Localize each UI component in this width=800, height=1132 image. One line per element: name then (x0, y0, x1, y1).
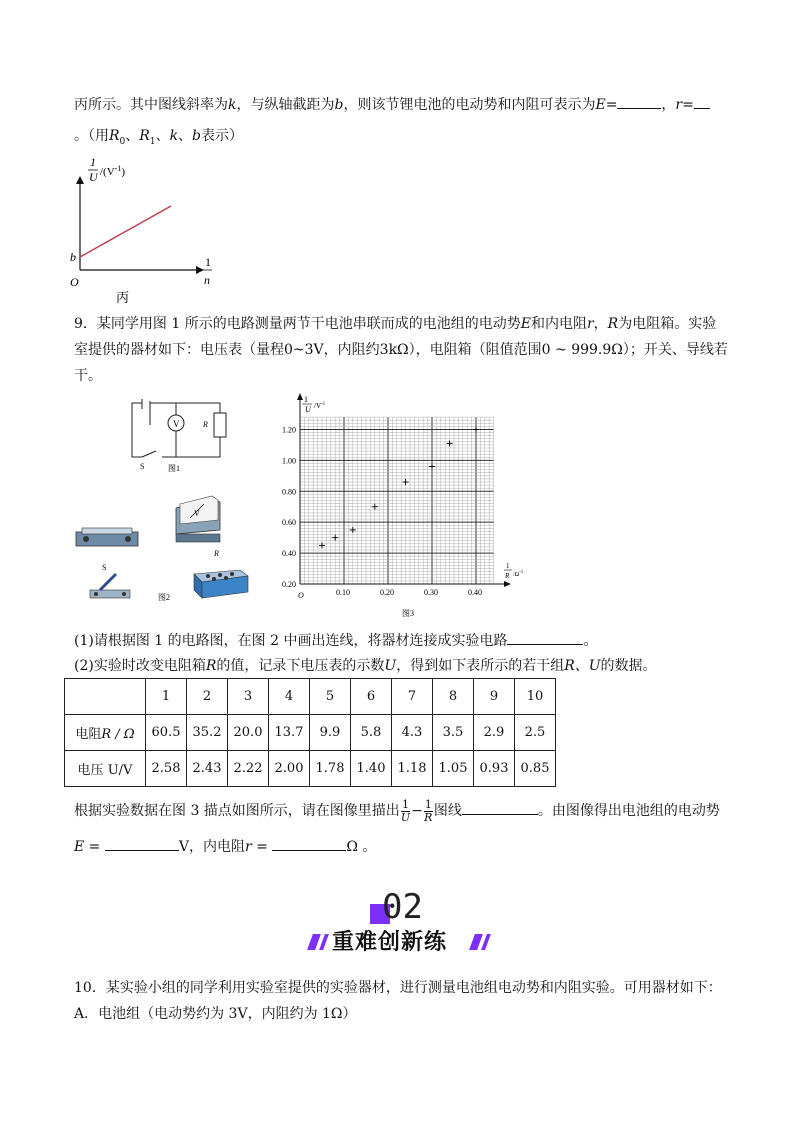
q10-text-line-2: A．电池组（电动势约为 3V，内阻约为 1Ω） (74, 1006, 357, 1022)
fig2-caption: 图2 (158, 593, 170, 602)
section-number: 02 (382, 887, 423, 927)
y-axis-arrow (76, 176, 84, 184)
chart-x-label-num: 1 (506, 562, 510, 570)
data-point (429, 464, 435, 470)
chart-y-label-den: U (305, 405, 311, 414)
chart-y-tick-label: 1.00 (282, 456, 296, 466)
table-header-cell (65, 679, 146, 715)
data-point (319, 542, 325, 548)
data-point (372, 504, 378, 510)
data-table (64, 678, 556, 787)
y-label-num: 1 (90, 155, 96, 169)
table-row-resistance (65, 715, 556, 751)
intercept-label: b (70, 250, 76, 264)
table-cell: 1.05 (433, 751, 474, 787)
answer-blank-graph[interactable] (462, 800, 538, 815)
resistance-box-image (194, 570, 248, 598)
table-header-cell: 7 (392, 679, 433, 715)
table-header-cell: 10 (515, 679, 556, 715)
row-label-voltage: 电压 U/V (65, 751, 146, 787)
table-cell: 2.22 (228, 751, 269, 787)
chart-x-arrow (504, 581, 511, 587)
svg-text:S: S (102, 563, 107, 572)
table-cell: 2.9 (474, 715, 515, 751)
graph-bing (66, 150, 226, 310)
table-cell: 1.78 (310, 751, 351, 787)
table-cell: 3.5 (433, 715, 474, 751)
origin-label: O (70, 275, 79, 289)
table-header-cell: 4 (269, 679, 310, 715)
x-label-den: n (204, 273, 210, 287)
table-cell: 35.2 (187, 715, 228, 751)
table-cell: 20.0 (228, 715, 269, 751)
fig1-caption: 图1 (168, 464, 180, 473)
chart-x-tick-label: 0.10 (336, 588, 350, 597)
chart-y-tick-label: 0.20 (282, 580, 296, 589)
chart-x-tick-label: 0.20 (380, 588, 394, 597)
svg-text:R: R (203, 420, 208, 429)
table-cell: 60.5 (146, 715, 187, 751)
table-row-voltage (65, 751, 556, 787)
table-header-cell: 5 (310, 679, 351, 715)
table-cell: 4.3 (392, 715, 433, 751)
figure-3-chart (270, 388, 530, 620)
svg-text:V: V (173, 419, 180, 429)
q8-text-line-2: 。（用$R_0$、$R_1$、k、b表示） (74, 128, 244, 147)
svg-text:R: R (214, 549, 219, 558)
chart-y-label-unit: $/V^{-1}$ (314, 402, 326, 410)
resistor-box-symbol (214, 413, 226, 437)
table-header-cell: 8 (433, 679, 474, 715)
x-label-num: 1 (205, 255, 211, 269)
table-cell: 5.8 (351, 715, 392, 751)
chart-caption: 图3 (402, 609, 414, 618)
data-point (350, 527, 356, 533)
figure-2-apparatus (72, 490, 252, 610)
table-cell: 9.9 (310, 715, 351, 751)
q9-text-line-2: 室提供的器材如下：电压表（量程0~3V，内阻约3kΩ），电阻箱（阻值范围0 ~ 999.9Ω）；开关、导线若 (74, 342, 728, 358)
y-label-den: U (89, 170, 98, 184)
figure-1-circuit (120, 395, 240, 475)
data-point (332, 535, 338, 541)
q9-after-text-2: E = V，内电阻r = Ω 。 (74, 836, 376, 857)
q9-text-line-3: 干。 (74, 368, 102, 384)
data-point (403, 479, 409, 485)
table-cell: 2.58 (146, 751, 187, 787)
table-header-cell: 6 (351, 679, 392, 715)
data-point (447, 440, 453, 446)
q9-after-text-1: 根据实验数据在图 3 描点如图所示，请在图像里描出 $\frac{1}{U}$ − $\frac{1}{R}$ 图线 。由图像得出电池组的电动势 (74, 797, 720, 824)
table-header-cell: 9 (474, 679, 515, 715)
section-title: 重难创新练 (332, 930, 448, 955)
table-header-cell: 3 (228, 679, 269, 715)
chart-x-tick-label: 0.30 (424, 588, 438, 597)
data-point (473, 426, 479, 432)
switch-image (90, 563, 130, 598)
q8-text-line-1: 丙所示。其中图线斜率为k，与纵轴截距为b，则该节锂电池的电动势和内阻可表示为E= ，r= (74, 94, 710, 115)
banner-stripe-left-2 (319, 934, 329, 950)
answer-blank-r[interactable] (694, 94, 710, 109)
chart-y-label-num: 1 (304, 395, 308, 404)
chart-y-tick-label: 0.80 (282, 487, 296, 497)
table-cell: 1.40 (351, 751, 392, 787)
banner-stripe-right-2 (481, 934, 491, 950)
row-label-resistance: 电阻R / Ω (65, 715, 146, 751)
graph-line (80, 206, 171, 257)
fraction-1-over-U: $\frac{1}{U}$ (400, 797, 411, 824)
chart-y-tick-label: 0.60 (282, 518, 296, 528)
answer-blank-emf[interactable] (105, 836, 179, 851)
table-header-cell: 1 (146, 679, 187, 715)
table-cell: 2.00 (269, 751, 310, 787)
table-header-cell: 2 (187, 679, 228, 715)
chart-y-tick-label: 1.20 (282, 425, 296, 435)
chart-x-label-den: R (505, 572, 510, 580)
chart-x-tick-label: 0.40 (468, 588, 482, 597)
q9-sub2: (2)实验时改变电阻箱R的值，记录下电压表的示数U，得到如下表所示的若干组R、U的数据。 (74, 658, 657, 674)
battery-holder-image (76, 528, 138, 546)
section-banner (300, 888, 500, 958)
fraction-1-over-R: $\frac{1}{R}$ (424, 797, 433, 824)
voltmeter-image (176, 496, 220, 542)
chart-y-arrow (297, 393, 303, 400)
table-cell: 13.7 (269, 715, 310, 751)
answer-blank-internal-resistance[interactable] (272, 836, 346, 851)
chart-x-label-unit: $/\Omega^{-1}$ (513, 570, 524, 578)
svg-text:V: V (194, 509, 200, 518)
chart-origin: O (298, 591, 304, 600)
graph-caption: 丙 (116, 290, 130, 305)
answer-blank-E[interactable] (617, 94, 661, 109)
y-label-unit: $/(V^{-1})$ (100, 164, 126, 178)
table-cell: 2.5 (515, 715, 556, 751)
table-cell: 1.18 (392, 751, 433, 787)
switch-blade (142, 451, 156, 457)
table-cell: 2.43 (187, 751, 228, 787)
q9-sub1: (1)请根据图 1 的电路图，在图 2 中画出连线，将器材连接成实验电路 。 (74, 630, 597, 651)
answer-blank-circuit[interactable] (507, 630, 583, 645)
chart-y-tick-label: 0.40 (282, 549, 296, 559)
table-cell: 0.85 (515, 751, 556, 787)
table-header-row (65, 679, 556, 715)
q9-text-line-1: 9．某同学用图 1 所示的电路测量两节干电池串联而成的电池组的电动势E和内电阻r，R为电阻箱。实验 (74, 316, 717, 332)
table-cell: 0.93 (474, 751, 515, 787)
svg-text:S: S (140, 462, 145, 471)
q10-text-line-1: 10．某实验小组的同学利用实验室提供的实验器材，进行测量电池组电动势和内阻实验。可用器材如下： (74, 980, 722, 996)
